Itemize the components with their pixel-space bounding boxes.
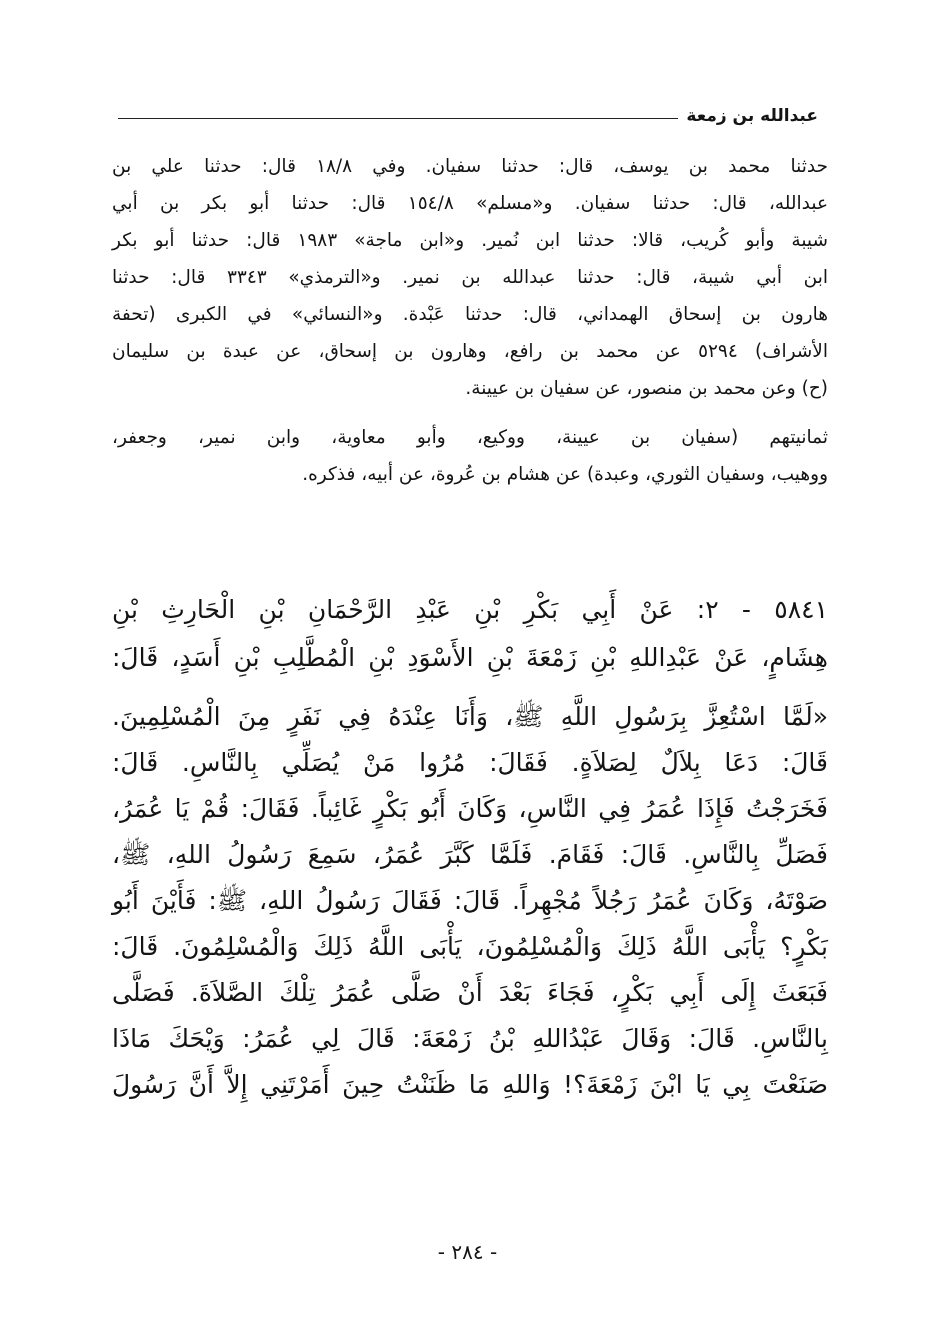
text-line: هِشَامٍ، عَنْ عَبْدِاللهِ بْنِ زَمْعَةَ بْنِ الأَسْوَدِ بْنِ الْمُطَّلِبِ بْنِ أَسَدٍ، قَالَ: [112, 643, 828, 672]
hadith-matn [112, 694, 828, 1108]
page-number: - ٢٨٤ - [437, 1240, 498, 1264]
text-line: ووهيب، وسفيان الثوري، وعبدة) عن هشام بن عُروة، عن أبيه، فذكره. [302, 464, 828, 485]
text-line: شيبة وأبو كُريب، قالا: حدثنا ابن نُمير. و«ابن ماجة» ١٩٨٣ قال: حدثنا أبو بكر [112, 230, 828, 251]
notes-paragraph-1 [112, 148, 828, 407]
hadith-isnad [112, 586, 828, 682]
text-line: بِالنَّاسِ. قَالَ: وَقَالَ عَبْدُاللهِ بْنُ زَمْعَةَ: قَالَ لِي عُمَرُ: وَيْحَكَ مَاذَا [112, 1024, 828, 1053]
text-line: فَبَعَثَ إِلَى أَبِي بَكْرٍ، فَجَاءَ بَعْدَ أَنْ صَلَّى عُمَرُ تِلْكَ الصَّلاَةَ. فَصَلَّى [112, 978, 828, 1007]
text-line: (ح) وعن محمد بن منصور، عن سفيان بن عيينة. [465, 378, 828, 399]
header-rule [118, 118, 678, 119]
hadith-text [112, 586, 828, 1108]
text-line: فَخَرَجْتُ فَإِذَا عُمَرُ فِي النَّاسِ، وَكَانَ أَبُو بَكْرٍ غَائِباً. فَقَالَ: قُمْ يَا عُمَرُ، [112, 794, 828, 823]
running-header [118, 96, 818, 126]
text-line: ٥٨٤١ - ٢: عَنْ أَبِي بَكْرِ بْنِ عَبْدِ الرَّحْمَانِ بْنِ الْحَارِثِ بْنِ [112, 595, 828, 624]
text-line: فَصَلِّ بِالنَّاسِ. قَالَ: فَقَامَ. فَلَمَّا كَبَّرَ عُمَرُ، سَمِعَ رَسُولُ اللهِ، ﷺ، [112, 840, 828, 869]
text-line: حدثنا محمد بن يوسف، قال: حدثنا سفيان. وفي ١٨/٨ قال: حدثنا علي بن [112, 156, 828, 177]
text-line: قَالَ: دَعَا بِلاَلٌ لِصَلاَةٍ. فَقَالَ: مُرُوا مَنْ يُصَلِّي بِالنَّاسِ. قَالَ: [112, 748, 828, 777]
text-line: صَنَعْتَ بِي يَا ابْنَ زَمْعَةَ؟! وَاللهِ مَا ظَنَنْتُ حِينَ أَمَرْتَنِي إِلاَّ أَنَّ رَسُولَ [112, 1070, 828, 1099]
header-title: عبدالله بن زمعة [686, 106, 818, 126]
text-line: ابن أبي شيبة، قال: حدثنا عبدالله بن نمير. و«الترمذي» ٣٣٤٣ قال: حدثنا [112, 267, 828, 288]
text-line: بَكْرٍ؟ يَأْبَى اللَّهُ ذَلِكَ وَالْمُسْلِمُونَ، يَأْبَى اللَّهُ ذَلِكَ وَالْمُسْلِمُونَ. قَالَ: [112, 932, 828, 961]
text-line: ثمانيتهم (سفيان بن عيينة، ووكيع، وأبو معاوية، وابن نمير، وجعفر، [112, 427, 828, 448]
takhrij-notes [112, 148, 828, 493]
text-line: هارون بن إسحاق الهمداني، قال: حدثنا عَبْدة. و«النسائي» في الكبرى (تحفة [112, 304, 828, 325]
text-line: عبدالله، قال: حدثنا سفيان. و«مسلم» ١٥٤/٨ قال: حدثنا أبو بكر بن أبي [112, 193, 829, 214]
text-line: الأشراف) ٥٢٩٤ عن محمد بن رافع، وهارون بن إسحاق، عن عبدة بن سليمان [112, 341, 828, 362]
notes-paragraph-2 [112, 419, 828, 493]
text-line: «لَمَّا اسْتُعِزَّ بِرَسُولِ اللَّهِ ﷺ، وَأَنَا عِنْدَهُ فِي نَفَرٍ مِنَ الْمُسْلِمِينَ. [112, 702, 828, 731]
text-line: صَوْتَهُ، وَكَانَ عُمَرُ رَجُلاً مُجْهِراً. قَالَ: فَقَالَ رَسُولُ اللهِ، ﷺ: فَأَيْنَ أَبُو [112, 886, 828, 915]
